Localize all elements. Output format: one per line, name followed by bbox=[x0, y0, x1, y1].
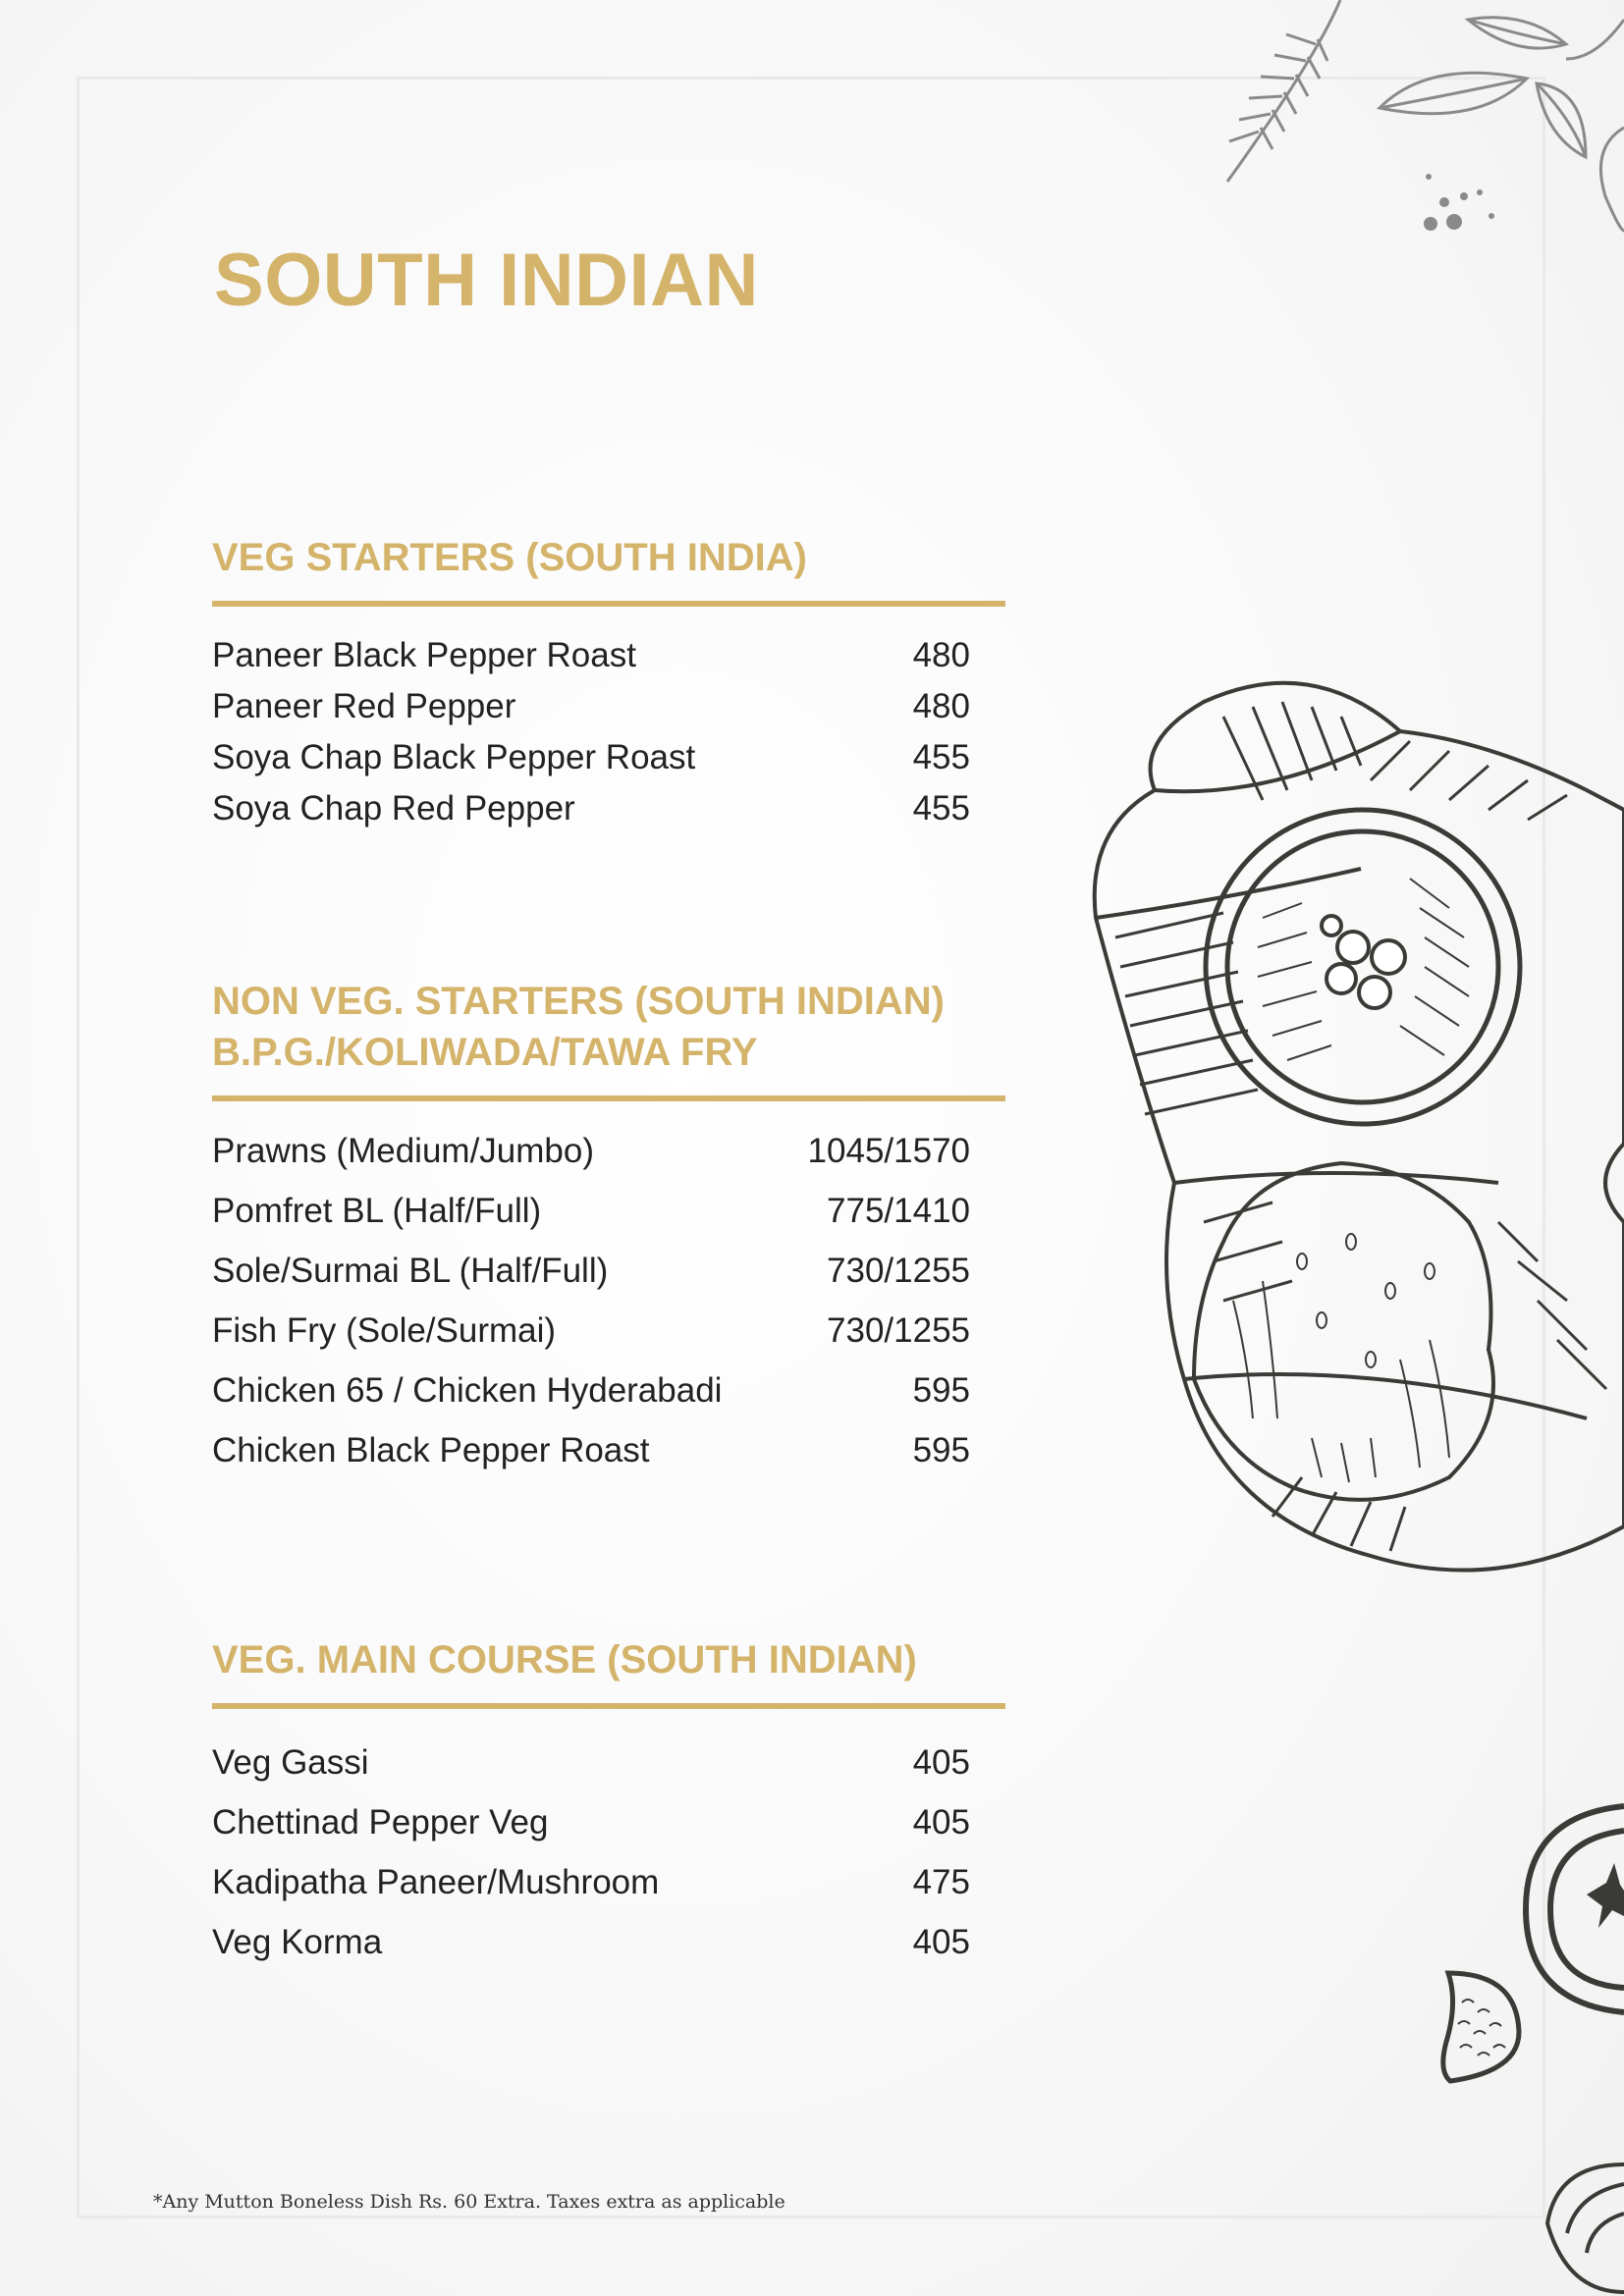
menu-item bbox=[212, 1792, 1005, 1852]
item-name: Kadipatha Paneer/Mushroom bbox=[212, 1862, 660, 1901]
item-price: 595 bbox=[912, 1370, 970, 1410]
herb-sprig-icon bbox=[1208, 0, 1375, 196]
menu-item bbox=[212, 1181, 1005, 1241]
item-price: 595 bbox=[912, 1430, 970, 1469]
item-name: Soya Chap Red Pepper bbox=[212, 789, 575, 828]
section-heading: VEG STARTERS (SOUTH INDIA) bbox=[212, 536, 807, 579]
menu-item bbox=[212, 681, 1005, 732]
menu-item bbox=[212, 783, 1005, 834]
item-price: 1045/1570 bbox=[807, 1131, 970, 1170]
menu-item-list bbox=[212, 1733, 1005, 1972]
item-price: 405 bbox=[912, 1922, 970, 1961]
item-name: Fish Fry (Sole/Surmai) bbox=[212, 1310, 557, 1350]
page-title: SOUTH INDIAN bbox=[214, 239, 759, 322]
menu-item bbox=[212, 1852, 1005, 1912]
section-divider bbox=[212, 601, 1005, 607]
item-name: Paneer Red Pepper bbox=[212, 687, 516, 725]
item-name: Chettinad Pepper Veg bbox=[212, 1802, 549, 1842]
item-price: 455 bbox=[912, 738, 970, 776]
section-veg-main-course bbox=[212, 1634, 1005, 1972]
item-name: Paneer Black Pepper Roast bbox=[212, 636, 636, 674]
item-name: Pomfret BL (Half/Full) bbox=[212, 1191, 542, 1230]
item-name: Prawns (Medium/Jumbo) bbox=[212, 1131, 594, 1170]
menu-item bbox=[212, 1912, 1005, 1972]
section-non-veg-starters bbox=[212, 976, 1005, 1480]
item-price: 730/1255 bbox=[827, 1251, 970, 1290]
item-price: 455 bbox=[912, 789, 970, 828]
section-veg-starters bbox=[212, 532, 1005, 834]
item-price: 480 bbox=[912, 687, 970, 725]
item-name: Chicken 65 / Chicken Hyderabadi bbox=[212, 1370, 723, 1410]
menu-item-list bbox=[212, 630, 1005, 834]
menu-item bbox=[212, 732, 1005, 783]
item-price: 730/1255 bbox=[827, 1310, 970, 1350]
item-price: 475 bbox=[912, 1862, 970, 1901]
item-name: Sole/Surmai BL (Half/Full) bbox=[212, 1251, 609, 1290]
item-name: Soya Chap Black Pepper Roast bbox=[212, 738, 696, 776]
tomato-slice-icon bbox=[1516, 1796, 1624, 2022]
lemon-wedge-icon bbox=[1429, 1963, 1527, 2086]
menu-item bbox=[212, 1420, 1005, 1480]
menu-item bbox=[212, 1733, 1005, 1792]
menu-item bbox=[212, 1361, 1005, 1420]
herb-leaf-bottom-icon bbox=[1538, 2145, 1624, 2296]
menu-item bbox=[212, 1121, 1005, 1181]
banana-leaf-bowl-icon bbox=[1076, 672, 1624, 1595]
section-divider bbox=[212, 1703, 1005, 1709]
menu-item bbox=[212, 630, 1005, 681]
section-heading: VEG. MAIN COURSE (SOUTH INDIAN) bbox=[212, 1638, 917, 1682]
menu-item-list bbox=[212, 1121, 1005, 1480]
footnote: *Any Mutton Boneless Dish Rs. 60 Extra. Taxes extra as applicable bbox=[153, 2191, 785, 2213]
item-price: 405 bbox=[912, 1742, 970, 1782]
menu-item bbox=[212, 1241, 1005, 1301]
section-divider bbox=[212, 1095, 1005, 1101]
item-price: 480 bbox=[912, 636, 970, 674]
menu-item bbox=[212, 1301, 1005, 1361]
item-price: 405 bbox=[912, 1802, 970, 1842]
leaves-icon bbox=[1370, 0, 1624, 245]
item-name: Chicken Black Pepper Roast bbox=[212, 1430, 650, 1469]
section-heading: NON VEG. STARTERS (SOUTH INDIAN) B.P.G./KOLIWADA/TAWA FRY bbox=[212, 980, 945, 1074]
item-name: Veg Korma bbox=[212, 1922, 383, 1961]
item-name: Veg Gassi bbox=[212, 1742, 369, 1782]
item-price: 775/1410 bbox=[827, 1191, 970, 1230]
